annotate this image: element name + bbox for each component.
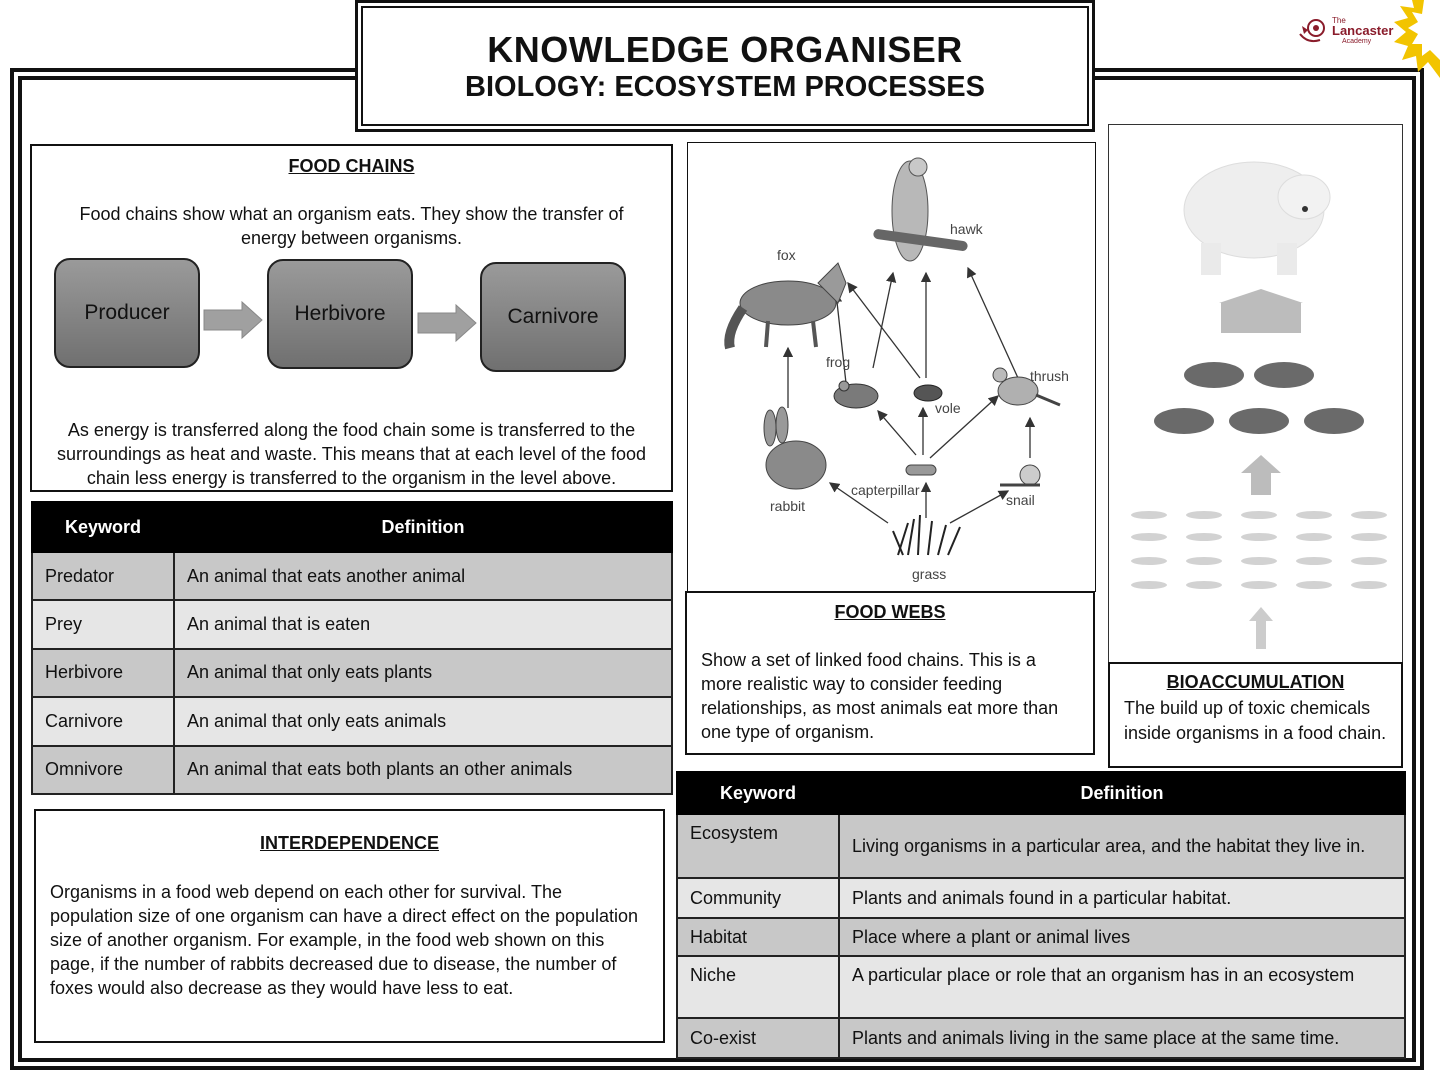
chain-box-producer: Producer: [54, 258, 200, 368]
table-row: [677, 918, 1405, 956]
frog-icon: [834, 381, 878, 408]
chain-box-carnivore: Carnivore: [480, 262, 626, 372]
definition-cell: Plants and animals living in the same place at the same time.: [839, 1018, 1405, 1058]
table-header-keyword: Keyword: [32, 502, 174, 552]
table-header-keyword: Keyword: [677, 772, 839, 814]
definition-cell: An animal that only eats plants: [174, 649, 672, 697]
keyword-cell: Predator: [32, 552, 174, 600]
table-header-definition: Definition: [839, 772, 1405, 814]
definition-cell: An animal that eats both plants an other animals: [174, 746, 672, 794]
table-row: [32, 649, 672, 697]
energy-transfer-text: As energy is transferred along the food chain some is transferred to the surroundings as heat and waste. This means that at each level of the food chain less energy is transferred to the organism in the level above.: [56, 420, 647, 488]
bioaccumulation-image: [1108, 124, 1403, 664]
snail-icon: [1000, 465, 1040, 485]
grass-icon: [893, 515, 960, 555]
rabbit-label: rabbit: [770, 498, 806, 514]
fox-label: fox: [777, 247, 796, 263]
table-row: [677, 878, 1405, 918]
bioaccumulation-panel: [1108, 662, 1403, 768]
logo-the: The: [1332, 16, 1346, 25]
thrush-label: thrush: [1030, 368, 1069, 384]
chain-box-herbivore: Herbivore: [267, 259, 413, 369]
table-row: [677, 1018, 1405, 1058]
food-chains-heading: FOOD CHAINS: [288, 156, 415, 176]
logo-sub: Academy: [1342, 38, 1372, 45]
arrow-right-icon: [202, 300, 264, 340]
definition-cell: An animal that only eats animals: [174, 697, 672, 745]
keyword-table-1: [31, 501, 673, 795]
definition-cell: An animal that is eaten: [174, 600, 672, 648]
fish-icon: [1131, 511, 1387, 589]
vole-icon: [914, 385, 942, 401]
keyword-cell: Habitat: [677, 918, 839, 956]
interdependence-text: Organisms in a food web depend on each other for survival. The population size of one organism can have a direct effect on the population size of another organism. For example, in the food web shown on this page, if the number of rabbits decreased due to disease, the number of foxes would also decrease as they would have less to eat.: [50, 882, 639, 998]
keyword-cell: Herbivore: [32, 649, 174, 697]
frog-label: frog: [826, 354, 851, 370]
table-row: [677, 956, 1405, 1018]
keyword-cell: Niche: [677, 956, 839, 1018]
definition-cell: Plants and animals found in a particular habitat.: [839, 878, 1405, 918]
food-chains-intro: Food chains show what an organism eats. They show the transfer of energy between organisms.: [79, 204, 624, 248]
bioaccumulation-heading: BIOACCUMULATION: [1166, 672, 1345, 692]
food-webs-heading: FOOD WEBS: [834, 602, 946, 622]
rose-icon: [1298, 16, 1330, 44]
hawk-icon: [873, 158, 968, 261]
arrow-right-icon: [416, 303, 478, 343]
table-row: [677, 814, 1405, 878]
food-chains-panel: [30, 144, 673, 492]
table-row: [32, 697, 672, 745]
keyword-cell: Ecosystem: [677, 814, 839, 878]
table-row: [32, 746, 672, 794]
caterpillar-label: capterpillar: [851, 482, 920, 498]
food-webs-text: Show a set of linked food chains. This is a more realistic way to consider feeding relationships, as most animals eat more than one type of organism.: [701, 650, 1059, 742]
definition-cell: An animal that eats another animal: [174, 552, 672, 600]
keyword-cell: Prey: [32, 600, 174, 648]
table-row: [32, 552, 672, 600]
logo-text-block: [1298, 14, 1393, 48]
fox-icon: [729, 263, 846, 348]
table-row: [32, 600, 672, 648]
food-webs-panel: [685, 591, 1095, 755]
logo-name: Lancaster: [1332, 23, 1394, 38]
bioaccumulation-pyramid: [1109, 125, 1402, 663]
keyword-cell: Carnivore: [32, 697, 174, 745]
vole-label: vole: [935, 400, 961, 416]
interdependence-heading: INTERDEPENDENCE: [259, 833, 440, 853]
grass-label: grass: [912, 566, 947, 582]
interdependence-panel: [34, 809, 665, 1043]
bioaccumulation-text: The build up of toxic chemicals inside organisms in a food chain.: [1124, 698, 1387, 743]
snail-label: snail: [1006, 492, 1035, 508]
keyword-table-2: [676, 771, 1406, 1058]
arrow-up-icon: [1249, 607, 1273, 649]
food-web-diagram: [688, 143, 1095, 591]
definition-cell: Place where a plant or animal lives: [839, 918, 1405, 956]
food-web-image: [687, 142, 1096, 592]
page-title: KNOWLEDGE ORGANISER: [487, 29, 963, 70]
definition-cell: Living organisms in a particular area, and the habitat they live in.: [839, 814, 1405, 878]
title-box: [355, 0, 1095, 132]
keyword-cell: Community: [677, 878, 839, 918]
keyword-cell: Co-exist: [677, 1018, 839, 1058]
keyword-cell: Omnivore: [32, 746, 174, 794]
caterpillar-icon: [906, 465, 936, 475]
seal-icon: [1154, 362, 1364, 434]
rabbit-icon: [764, 407, 826, 489]
polar-bear-icon: [1184, 162, 1330, 275]
page-subtitle: BIOLOGY: ECOSYSTEM PROCESSES: [465, 71, 985, 103]
table-header-definition: Definition: [174, 502, 672, 552]
arrow-up-icon: [1219, 289, 1303, 333]
arrow-up-icon: [1241, 455, 1281, 495]
hawk-label: hawk: [950, 221, 983, 237]
definition-cell: A particular place or role that an organism has in an ecosystem: [839, 956, 1405, 1018]
